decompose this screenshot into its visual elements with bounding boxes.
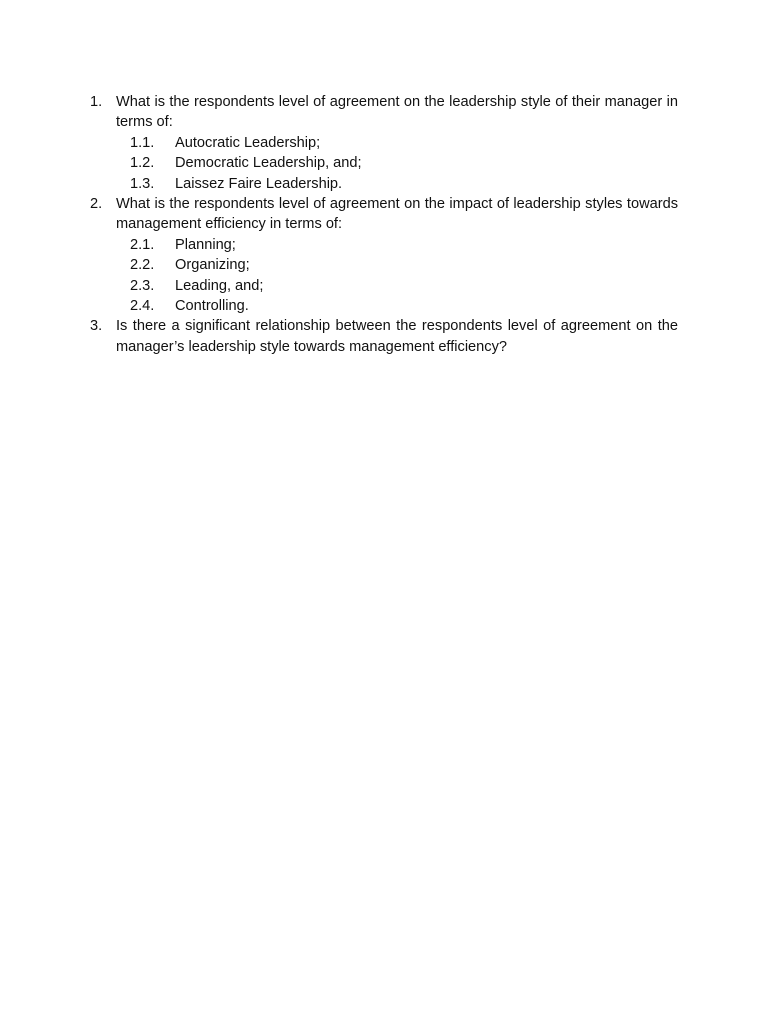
sub-question-number: 2.1. <box>130 236 155 253</box>
sub-question-number: 2.4. <box>130 298 155 315</box>
sub-question-list <box>88 133 678 194</box>
question-item <box>88 194 678 235</box>
question-text: What is the respondents level of agreement on the leadership style of their manager in terms of: <box>116 94 678 131</box>
sub-question-number: 1.1. <box>130 134 155 151</box>
sub-question-text: Laissez Faire Leadership. <box>175 175 343 192</box>
question-text: What is the respondents level of agreement on the impact of leadership styles towards management efficiency in terms of: <box>116 196 678 233</box>
sub-question-text: Organizing; <box>175 257 250 274</box>
question-number: 2. <box>90 196 103 213</box>
sub-question-item <box>88 174 678 194</box>
sub-list-container <box>88 133 678 194</box>
question-number: 1. <box>90 94 103 110</box>
question-text: Is there a significant relationship between the respondents level of agreement on the manager’s leadership style towards management efficiency? <box>116 318 678 355</box>
sub-question-text: Controlling. <box>175 298 249 315</box>
sub-question-text: Leading, and; <box>175 277 264 294</box>
sub-question-item <box>88 276 678 296</box>
sub-question-item <box>88 235 678 255</box>
sub-question-text: Planning; <box>175 236 236 253</box>
sub-question-item <box>88 255 678 275</box>
question-item <box>88 92 678 133</box>
sub-question-number: 1.3. <box>130 175 155 192</box>
question-item <box>88 316 678 357</box>
research-questions-list <box>88 92 678 357</box>
sub-question-number: 2.2. <box>130 257 155 274</box>
sub-question-item <box>88 153 678 173</box>
sub-question-text: Autocratic Leadership; <box>175 134 321 151</box>
sub-question-item <box>88 296 678 316</box>
question-number: 3. <box>90 318 103 335</box>
sub-question-item <box>88 133 678 153</box>
sub-question-number: 1.2. <box>130 155 155 172</box>
sub-list-container <box>88 235 678 317</box>
sub-question-list <box>88 235 678 317</box>
sub-question-number: 2.3. <box>130 277 155 294</box>
sub-question-text: Democratic Leadership, and; <box>175 155 362 172</box>
